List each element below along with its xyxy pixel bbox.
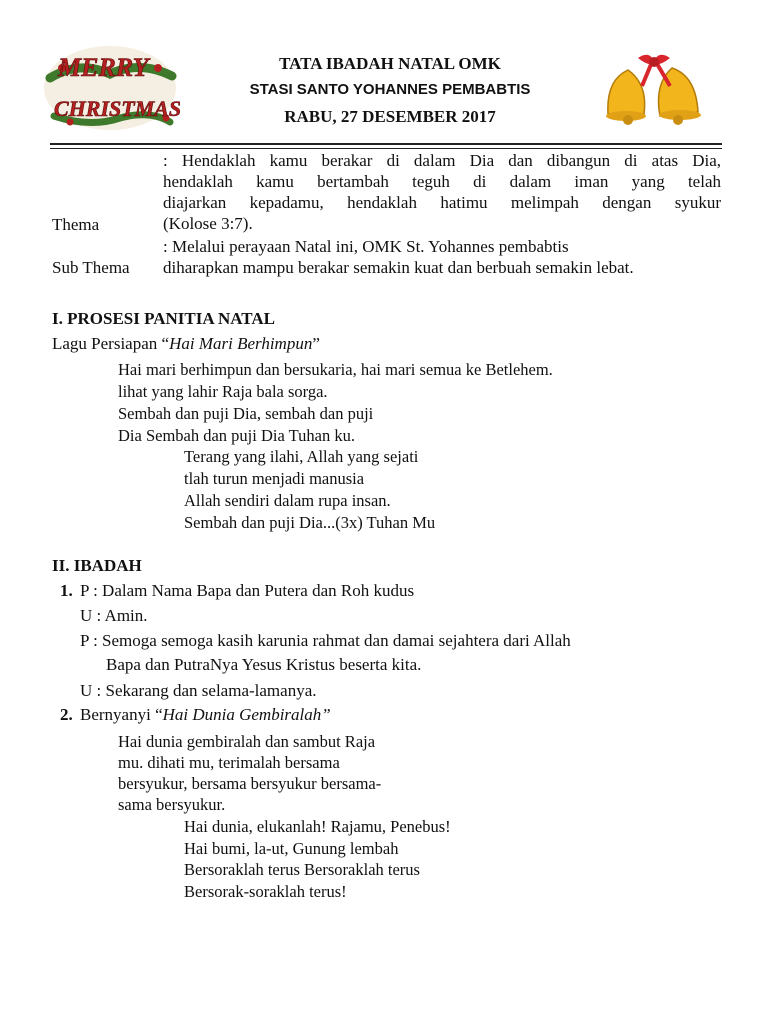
item2-song-intro: [80, 704, 331, 726]
theme-line: hendaklah kamu bertambah teguh di dalam iman yang telah: [163, 172, 721, 191]
theme-text: [163, 150, 721, 234]
merry-christmas-logo: [40, 38, 180, 134]
logo-text-christmas: CHRISTMAS: [54, 96, 180, 121]
section1-song-intro: [52, 333, 320, 355]
song2-verse-line: Hai dunia gembiralah dan sambut Raja: [118, 732, 376, 751]
song2-chorus-line: Bersoraklah terus Bersoraklah terus: [184, 860, 420, 879]
song-title: Hai Mari Berhimpun: [169, 334, 313, 353]
item2-number: 2.: [60, 705, 73, 724]
theme-line: : Hendaklah kamu berakar di dalam Dia dan dibangun di atas Dia,: [163, 151, 721, 170]
song1-chorus-line: Terang yang ilahi, Allah yang sejati: [184, 447, 419, 466]
subtheme-line1: : Melalui perayaan Natal ini, OMK St. Yohannes pembabtis: [163, 237, 569, 256]
logo-text-merry: MERRY: [58, 53, 149, 82]
christmas-bells-icon: [598, 40, 710, 132]
subtheme-label: Sub Thema: [52, 258, 130, 277]
liturgy-line: U : Amin.: [80, 606, 148, 625]
song2-chorus-line: Hai dunia, elukanlah! Rajamu, Penebus!: [184, 817, 451, 836]
liturgy-line: P : Semoga semoga kasih karunia rahmat dan damai sejahtera dari Allah: [80, 631, 571, 650]
song2-chorus-line: Bersorak-soraklah terus!: [184, 882, 347, 901]
theme-line: diajarkan kepadamu, hendaklah hatimu melimpah dengan syukur: [163, 193, 721, 212]
header-rule-thick: [50, 143, 722, 145]
liturgy-line: Bapa dan PutraNya Yesus Kristus beserta kita.: [106, 655, 422, 674]
liturgy-line: U : Sekarang dan selama-lamanya.: [80, 681, 317, 700]
doc-title-line2: STASI SANTO YOHANNES PEMBABTIS: [249, 81, 531, 98]
theme-label: Thema: [52, 215, 100, 234]
song2-verse-line: sama bersyukur.: [118, 795, 226, 814]
song1-verse-line: Sembah dan puji Dia, sembah dan puji: [118, 404, 374, 423]
doc-title-line1: TATA IBADAH NATAL OMK: [279, 54, 501, 73]
song1-chorus-line: tlah turun menjadi manusia: [184, 469, 365, 488]
item2-song-title: Hai Dunia Gembiralah”: [162, 705, 331, 724]
song1-chorus-line: Allah sendiri dalam rupa insan.: [184, 491, 391, 510]
song2-verse-line: mu. dihati mu, terimalah bersama: [118, 753, 340, 772]
song-intro-suffix: ”: [312, 334, 320, 353]
song2-chorus-line: Hai bumi, la-ut, Gunung lembah: [184, 839, 399, 858]
song1-chorus-line: Sembah dan puji Dia...(3x) Tuhan Mu: [184, 513, 436, 532]
song2-verse-line: bersyukur, bersama bersyukur bersama-: [118, 774, 382, 793]
song1-verse-line: Dia Sembah dan puji Dia Tuhan ku.: [118, 426, 355, 445]
liturgy-line: P : Dalam Nama Bapa dan Putera dan Roh kudus: [80, 581, 415, 600]
doc-title-line3: RABU, 27 DESEMBER 2017: [284, 107, 496, 126]
item2-prefix: Bernyanyi “: [80, 705, 163, 724]
song-intro-prefix: Lagu Persiapan “: [52, 334, 170, 353]
subtheme-line2: diharapkan mampu berakar semakin kuat dan berbuah semakin lebat.: [163, 258, 634, 277]
song1-verse-line: lihat yang lahir Raja bala sorga.: [118, 382, 328, 401]
item1-number: 1.: [60, 581, 73, 600]
section1-heading: I. PROSESI PANITIA NATAL: [52, 309, 275, 328]
theme-line: (Kolose 3:7).: [163, 214, 253, 233]
song1-verse-line: Hai mari berhimpun dan bersukaria, hai mari semua ke Betlehem.: [118, 360, 553, 379]
section2-heading: II. IBADAH: [52, 556, 142, 575]
header-rule-thin: [50, 148, 722, 149]
